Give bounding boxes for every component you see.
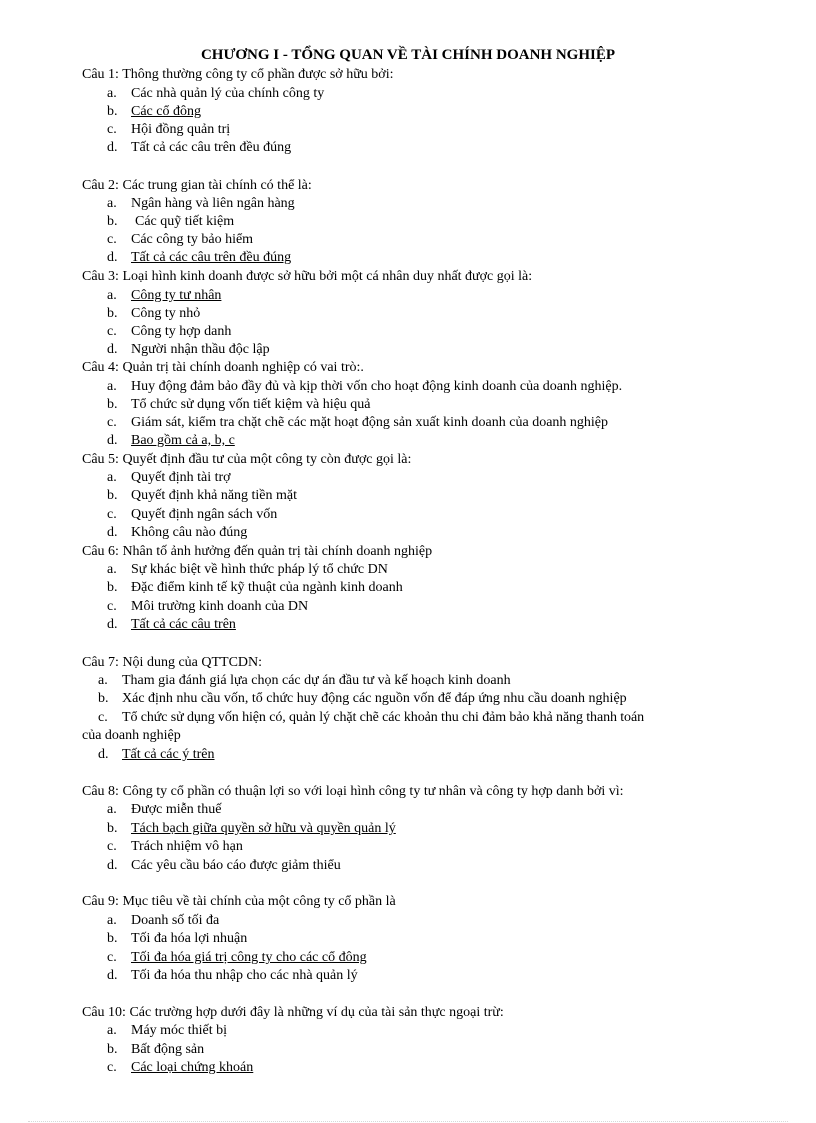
option-label: a. — [107, 288, 117, 303]
option-label: d. — [107, 433, 118, 448]
option-text: Bao gồm cả a, b, c — [131, 433, 235, 448]
option-label: b. — [107, 104, 118, 119]
option-label: b. — [107, 821, 118, 836]
option-text: Đặc điểm kinh tế kỹ thuật của ngành kinh doanh — [131, 580, 403, 595]
option-label: b. — [107, 214, 118, 229]
option-label: a. — [107, 379, 117, 394]
option-text: Người nhận thầu độc lập — [131, 342, 270, 357]
option-text: Công ty tư nhân — [131, 288, 222, 303]
option-label: c. — [107, 839, 117, 854]
option-label: b. — [98, 691, 109, 706]
option-label: d. — [98, 747, 109, 762]
option-label: d. — [107, 858, 118, 873]
option-label: b. — [107, 488, 118, 503]
option-text: Tất cả các ý trên — [122, 747, 215, 762]
question-2: Câu 2: Các trung gian tài chính có thể là: — [82, 178, 312, 193]
option-label: c. — [107, 599, 117, 614]
option-label: a. — [107, 1023, 117, 1038]
question-1: Câu 1: Thông thường công ty cổ phần được sở hữu bởi: — [82, 67, 394, 82]
option-label: d. — [107, 342, 118, 357]
option-label: d. — [107, 617, 118, 632]
option-text: Được miễn thuế — [131, 802, 222, 817]
option-text: Tham gia đánh giá lựa chọn các dự án đầu tư và kế hoạch kinh doanh — [122, 673, 511, 688]
option-label: b. — [107, 397, 118, 412]
option-text: Trách nhiệm vô hạn — [131, 839, 243, 854]
option-text: Quyết định tài trợ — [131, 470, 231, 485]
option-text: Tất cả các câu trên đều đúng — [131, 250, 292, 265]
option-text: Tổ chức sử dụng vốn hiện có, quản lý chặt chẽ các khoản thu chi đảm bảo khả năng thanh toán — [122, 710, 644, 725]
option-label: b. — [107, 1042, 118, 1057]
question-3: Câu 3: Loại hình kinh doanh được sở hữu bởi một cá nhân duy nhất được gọi là: — [82, 269, 533, 284]
option-label: a. — [107, 802, 117, 817]
option-label: d. — [107, 140, 118, 155]
option-label: d. — [107, 525, 118, 540]
option-label: c. — [107, 415, 117, 430]
option-text: Tối đa hóa thu nhập cho các nhà quản lý — [131, 968, 358, 983]
question-8: Câu 8: Công ty cổ phần có thuận lợi so với loại hình công ty tư nhân và công ty hợp danh bởi vì: — [82, 784, 624, 799]
option-label: a. — [107, 196, 117, 211]
option-text: Tất cả các câu trên đều đúng — [131, 140, 292, 155]
option-text: Môi trường kinh doanh của DN — [131, 599, 309, 614]
option-label: a. — [98, 673, 108, 688]
option-text: Công ty hợp danh — [131, 324, 232, 339]
option-text: Xác định nhu cầu vốn, tổ chức huy động các nguồn vốn để đáp ứng nhu cầu doanh nghiệp — [122, 691, 627, 706]
option-label: d. — [107, 250, 118, 265]
option-label: a. — [107, 913, 117, 928]
option-label: c. — [107, 507, 117, 522]
page-bottom-divider — [28, 1121, 788, 1122]
option-text: Tổ chức sử dụng vốn tiết kiệm và hiệu quả — [131, 397, 371, 412]
option-text: Bất động sản — [131, 1042, 205, 1057]
option-label: d. — [107, 968, 118, 983]
option-text: Sự khác biệt về hình thức pháp lý tổ chức DN — [131, 562, 388, 577]
option-text: Quyết định ngân sách vốn — [131, 507, 278, 522]
option-text: Không câu nào đúng — [131, 525, 248, 540]
option-text: Doanh số tối đa — [131, 913, 220, 928]
option-text: Tất cả các câu trên — [131, 617, 236, 632]
option-label: c. — [107, 950, 117, 965]
option-text: Huy động đảm bảo đầy đủ và kịp thời vốn cho hoạt động kinh doanh của doanh nghiệp. — [131, 379, 623, 394]
option-label: b. — [107, 580, 118, 595]
option-label: c. — [107, 232, 117, 247]
option-label: b. — [107, 306, 118, 321]
question-7: Câu 7: Nội dung của QTTCDN: — [82, 655, 263, 670]
option-text: Công ty nhỏ — [131, 306, 201, 321]
option-text: Các yêu cầu báo cáo được giảm thiểu — [131, 858, 341, 873]
option-text: Giám sát, kiểm tra chặt chẽ các mặt hoạt động sản xuất kinh doanh của doanh nghiệp — [131, 415, 609, 430]
option-text: Tối đa hóa giá trị công ty cho các cổ đông — [131, 950, 367, 965]
option-text: Ngân hàng và liên ngân hàng — [131, 196, 295, 211]
question-10: Câu 10: Các trường hợp dưới đây là những ví dụ của tài sản thực ngoại trừ: — [82, 1005, 504, 1020]
page-title: CHƯƠNG I - TỔNG QUAN VỀ TÀI CHÍNH DOANH NGHIỆP — [200, 47, 616, 63]
option-text: Hội đồng quản trị — [131, 122, 231, 137]
option-text: Các quỹ tiết kiệm — [135, 214, 235, 229]
question-9: Câu 9: Mục tiêu về tài chính của một công ty cổ phần là — [82, 894, 396, 909]
option-label: a. — [107, 562, 117, 577]
option-text: Các cổ đông — [131, 104, 201, 119]
option-text: Các loại chứng khoán — [131, 1060, 254, 1075]
question-4: Câu 4: Quản trị tài chính doanh nghiệp có vai trò:. — [82, 360, 364, 375]
option-text: Tối đa hóa lợi nhuận — [131, 931, 248, 946]
option-text: Các công ty bảo hiểm — [131, 232, 254, 247]
option-label: a. — [107, 470, 117, 485]
option-label: c. — [107, 122, 117, 137]
option-text: Các nhà quản lý của chính công ty — [131, 86, 325, 101]
option-text: Tách bạch giữa quyền sở hữu và quyền quản lý — [131, 821, 396, 836]
option-label: c. — [107, 324, 117, 339]
option-label: c. — [98, 710, 108, 725]
q7-option-c-continuation: của doanh nghiệp — [82, 728, 181, 743]
question-6: Câu 6: Nhân tố ảnh hưởng đến quản trị tài chính doanh nghiệp — [82, 544, 433, 559]
option-label: a. — [107, 86, 117, 101]
option-text: Quyết định khả năng tiền mặt — [131, 488, 298, 503]
option-text: Máy móc thiết bị — [131, 1023, 228, 1038]
option-label: b. — [107, 931, 118, 946]
question-5: Câu 5: Quyết định đầu tư của một công ty còn được gọi là: — [82, 452, 412, 467]
option-label: c. — [107, 1060, 117, 1075]
